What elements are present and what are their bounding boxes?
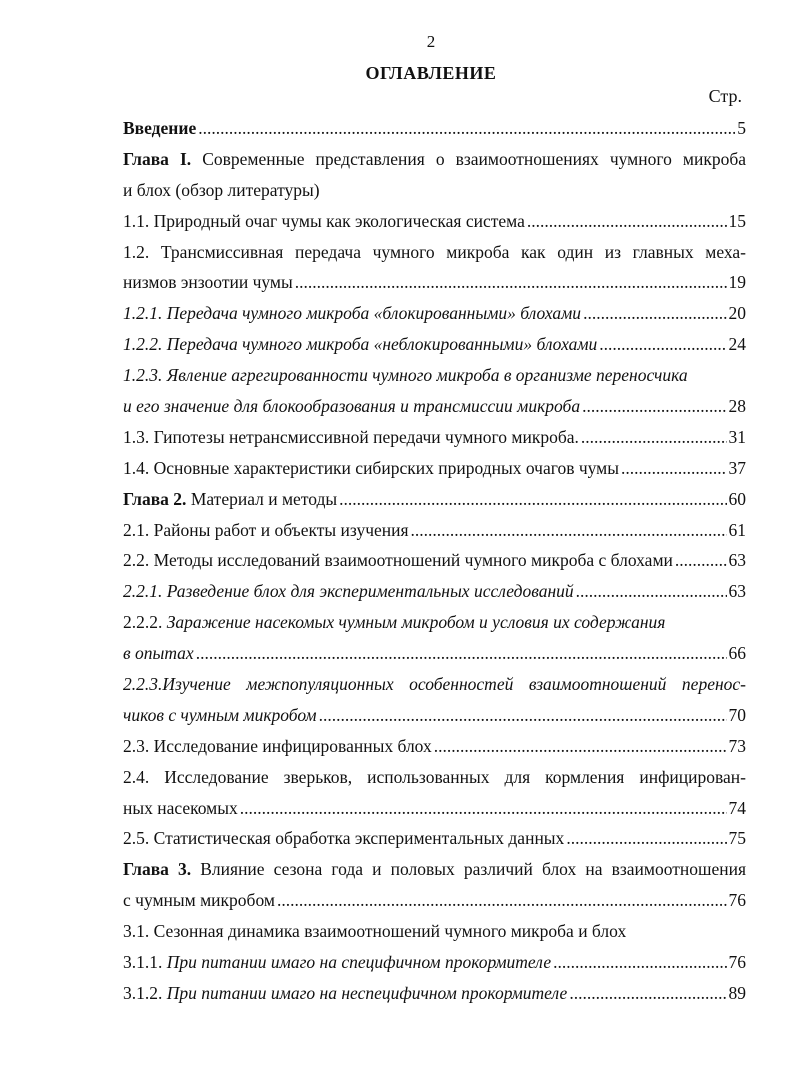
entry-page: 19 [728,272,746,293]
entry-page: 66 [728,643,746,664]
entry-title: и блох (обзор литературы) [123,179,320,200]
entry-title: При питании имаго на специфичном прокормителе [162,952,552,973]
entry-title: 2.4. Исследование зверьков, использованных для кормления инфицирован- [123,766,746,787]
toc-entry-1-3[interactable] [123,422,746,453]
chapter-label: Глава 2. [123,488,187,509]
toc-entry-2-2-1[interactable] [123,576,746,607]
entry-title: 2.5. Статистическая обработка экспериментальных данных [123,828,565,849]
toc-entry-chapter-2[interactable] [123,484,746,515]
toc-entry-1-2-cont[interactable] [123,267,746,298]
entry-title: 1.2.2. Передача чумного микроба «неблокированными» блохами [123,334,598,355]
entry-title: 1.2.3. Явление агрегированности чумного микроба в организме переносчика [123,365,688,386]
toc-entry-introduction[interactable] [123,113,746,144]
leader-dots [569,978,726,1009]
page-column-label: Стр. [708,86,742,106]
entry-title: 2.2.3.Изучение межпопуляционных особенностей взаимоотношений перенос- [123,674,746,695]
entry-title: Материал и методы [186,488,338,509]
leader-dots [319,700,727,731]
entry-number: 2.2.2. [123,612,163,633]
toc-entry-2-2[interactable] [123,545,746,576]
entry-title: в опытах [123,643,194,664]
entry-title: При питании имаго на неспецифичном прокормителе [162,982,568,1003]
toc-entry-2-5[interactable] [123,823,746,854]
toc-entry-chapter-3[interactable] [123,854,746,885]
entry-title: 2.2.1. Разведение блох для экспериментальных исследований [123,581,574,602]
entry-title: 2.3. Исследование инфицированных блох [123,735,432,756]
entry-title: Введение [123,118,197,138]
entry-title: 1.3. Гипотезы нетрансмиссивной передачи чумного микроба. [123,426,579,447]
entry-title: 1.2.1. Передача чумного микроба «блокированными» блохами [123,303,582,324]
leader-dots [434,731,727,762]
page-number: 2 [426,32,436,51]
entry-page: 89 [728,982,746,1003]
toc-entry-1-2-2[interactable] [123,329,746,360]
entry-title: низмов энзоотии чумы [123,272,293,293]
chapter-label: Глава 3. [123,859,192,880]
toc-entry-chapter-1[interactable] [123,144,746,175]
toc-entry-2-4-cont[interactable] [123,793,746,824]
entry-page: 75 [728,828,746,849]
entry-page: 63 [728,581,746,602]
leader-dots [583,298,726,329]
entry-title: 2.2. Методы исследований взаимоотношений чумного микроба с блохами [123,550,673,571]
toc-entry-2-2-3-cont[interactable] [123,700,746,731]
toc-entry-2-4[interactable] [123,762,746,793]
entry-title: и его значение для блокообразования и трансмиссии микроба [123,396,581,417]
leader-dots [582,391,726,422]
toc-title: ОГЛАВЛЕНИЕ [365,63,497,83]
leader-dots [576,576,727,607]
entry-page: 61 [728,519,746,540]
entry-page: 73 [728,735,746,756]
leader-dots [527,206,727,237]
entry-page: 76 [728,952,746,973]
leader-dots [621,453,727,484]
toc-entry-2-1[interactable] [123,515,746,546]
entry-title: 3.1. Сезонная динамика взаимоотношений чумного микроба и блох [123,921,627,942]
entry-title: с чумным микробом [123,890,275,911]
toc-entry-2-2-2[interactable] [123,607,746,638]
entry-title: Современные представления о взаимоотношениях чумного микроба [191,148,746,169]
leader-dots [675,545,727,576]
toc-entry-3-1-1[interactable] [123,947,746,978]
toc-entry-1-2-3[interactable] [123,360,746,391]
toc-entry-1-2[interactable] [123,237,746,268]
entry-number: 3.1.2. [123,982,163,1003]
toc-entry-2-2-2-cont[interactable] [123,638,746,669]
entry-page: 60 [728,488,746,509]
entry-page: 20 [728,303,746,324]
leader-dots [411,515,727,546]
entry-page: 74 [728,797,746,818]
entry-page: 37 [728,457,746,478]
entry-title: 1.4. Основные характеристики сибирских природных очагов чумы [123,457,619,478]
leader-dots [599,329,726,360]
toc-entry-2-3[interactable] [123,731,746,762]
toc-entry-1-1[interactable] [123,206,746,237]
entry-title: Заражение насекомых чумным микробом и условия их содержания [162,612,666,633]
toc-entry-3-1[interactable] [123,916,746,947]
entry-title: ных насекомых [123,797,238,818]
leader-dots [196,638,727,669]
leader-dots [566,823,726,854]
leader-dots [553,947,726,978]
entry-title: 1.2. Трансмиссивная передача чумного микроба как один из главных меха- [123,241,746,262]
entry-title: 2.1. Районы работ и объекты изучения [123,519,409,540]
entry-page: 70 [728,704,746,725]
entry-page: 63 [728,550,746,571]
toc-entry-1-4[interactable] [123,453,746,484]
leader-dots [277,885,727,916]
toc-entry-2-2-3[interactable] [123,669,746,700]
toc-entry-1-2-3-cont[interactable] [123,391,746,422]
toc-entry-1-2-1[interactable] [123,298,746,329]
entry-page: 31 [728,426,746,447]
toc-entry-chapter-1-cont [123,175,746,206]
table-of-contents [123,113,746,1009]
leader-dots [198,113,735,144]
entry-page: 28 [728,396,746,417]
toc-entry-3-1-2[interactable] [123,978,746,1009]
entry-title: 1.1. Природный очаг чумы как экологическая система [123,210,525,231]
entry-title: Влияние сезона года и половых различий блох на взаимоотношения [191,859,747,880]
leader-dots [581,422,727,453]
entry-page: 5 [737,118,746,138]
entry-page: 76 [728,890,746,911]
entry-page: 15 [728,210,746,231]
leader-dots [295,267,727,298]
toc-entry-chapter-3-cont[interactable] [123,885,746,916]
entry-page: 24 [728,334,746,355]
leader-dots [339,484,726,515]
entry-title: чиков с чумным микробом [123,704,317,725]
leader-dots [240,793,727,824]
chapter-label: Глава I. [123,148,192,169]
entry-number: 3.1.1. [123,952,163,973]
